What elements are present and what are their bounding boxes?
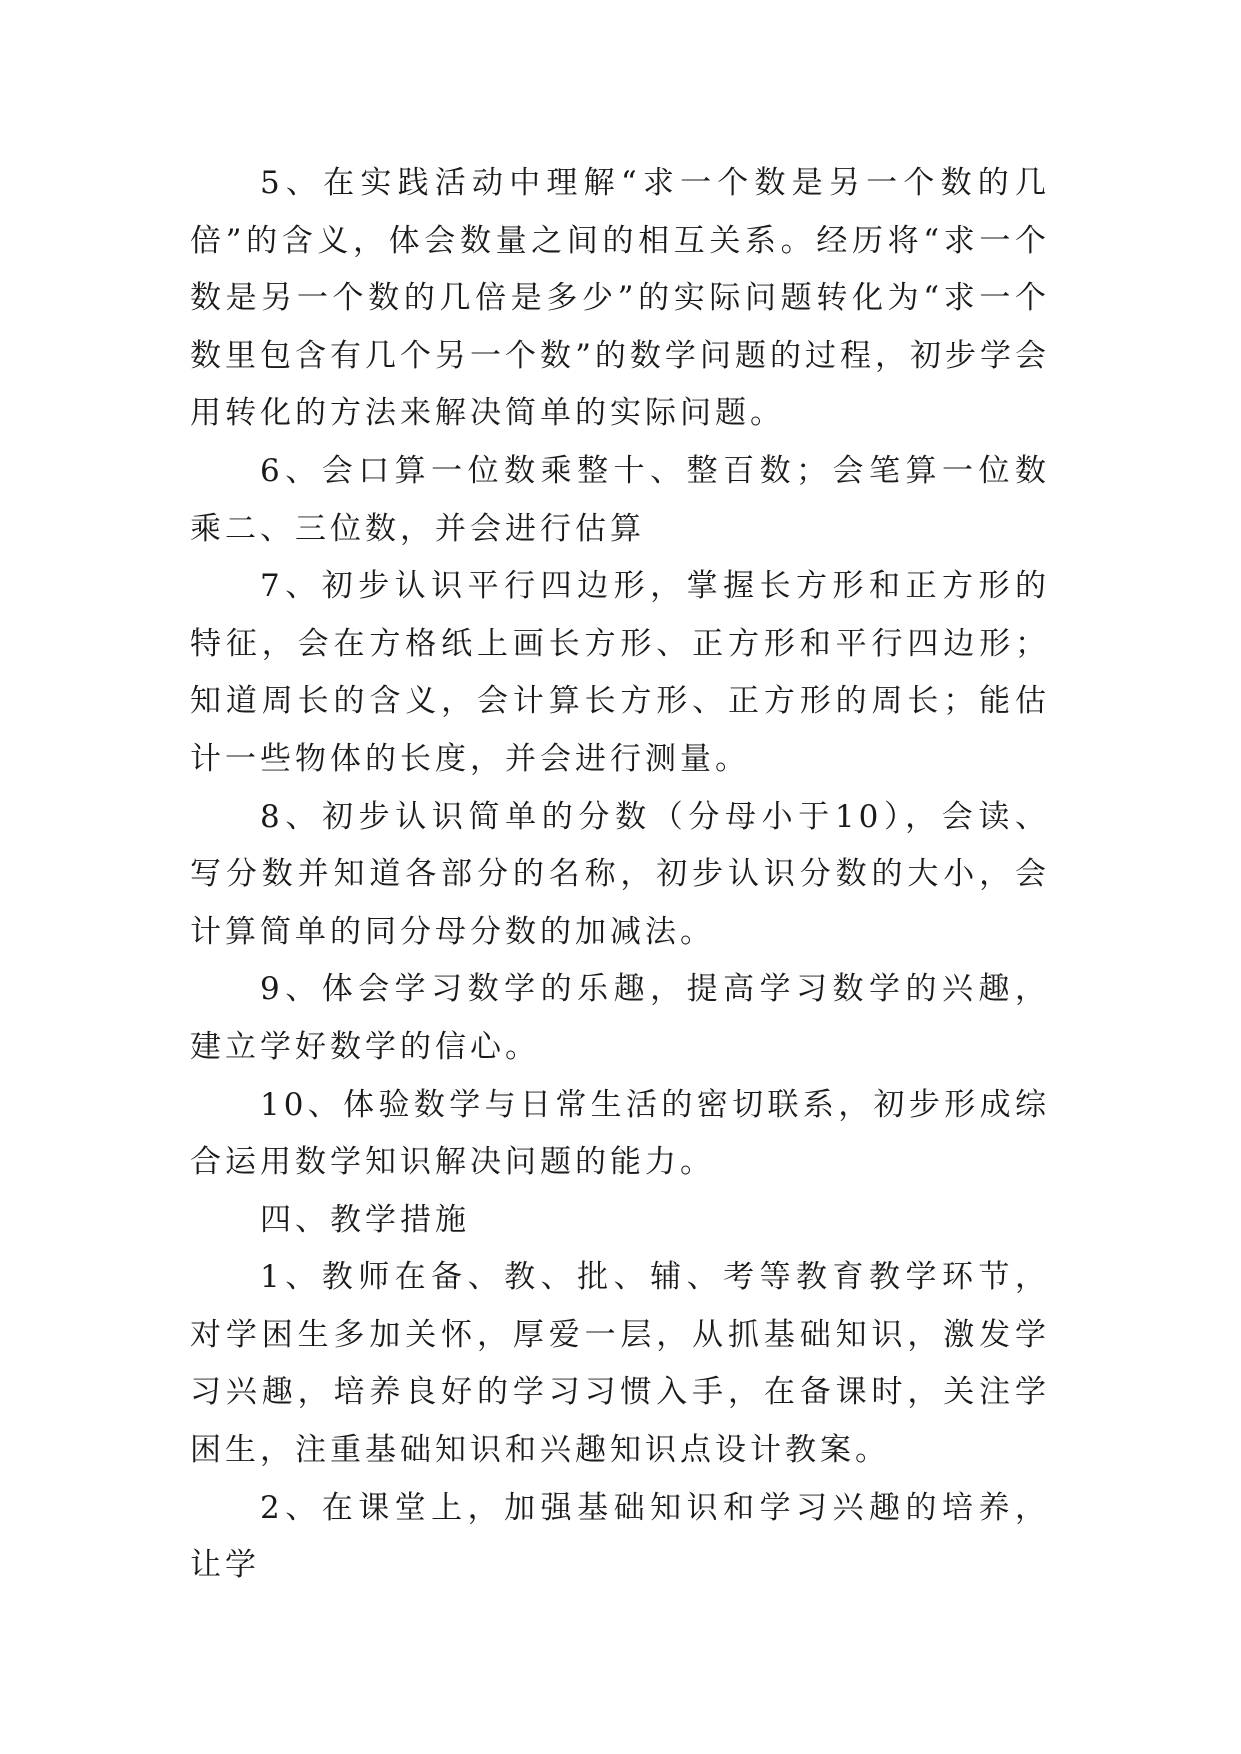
paragraph-item-6: 6、会口算一位数乘整十、整百数；会笔算一位数乘二、三位数，并会进行估算 <box>190 452 1050 547</box>
paragraph-item-7: 7、初步认识平行四边形，掌握长方形和正方形的特征，会在方格纸上画长方形、正方形和平行四边形；知道周长的含义，会计算长方形、正方形的周长；能估计一些物体的长度，并会进行测量。 <box>190 568 1050 777</box>
paragraph-item-8: 8、初步认识简单的分数（分母小于10），会读、写分数并知道各部分的名称，初步认识分数的大小，会计算简单的同分母分数的加减法。 <box>190 798 1050 950</box>
paragraph-item-9: 9、体会学习数学的乐趣，提高学习数学的兴趣，建立学好数学的信心。 <box>190 971 1050 1065</box>
document-body <box>190 155 1050 1595</box>
measure-item-1: 1、教师在备、教、批、辅、考等教育教学环节，对学困生多加关怀，厚爱一层，从抓基础知识，激发学习兴趣，培养良好的学习习惯入手，在备课时，关注学困生，注重基础知识和兴趣知识点设计教案。 <box>190 1259 1050 1469</box>
paragraph-item-10: 10、体验数学与日常生活的密切联系，初步形成综合运用数学知识解决问题的能力。 <box>190 1086 1050 1181</box>
section-heading-teaching-measures: 四、教学措施 <box>260 1201 470 1238</box>
paragraph-item-5: 5、在实践活动中理解“求一个数是另一个数的几倍”的含义，体会数量之间的相互关系。经历将“求一个数是另一个数的几倍是多少”的实际问题转化为“求一个数里包含有几个另一个数”的数学问题的过程，初步学会用转化的方法来解决简单的实际问题。 <box>190 165 1050 432</box>
measure-item-2: 2、在课堂上，加强基础知识和学习兴趣的培养，让学 <box>190 1489 1050 1584</box>
